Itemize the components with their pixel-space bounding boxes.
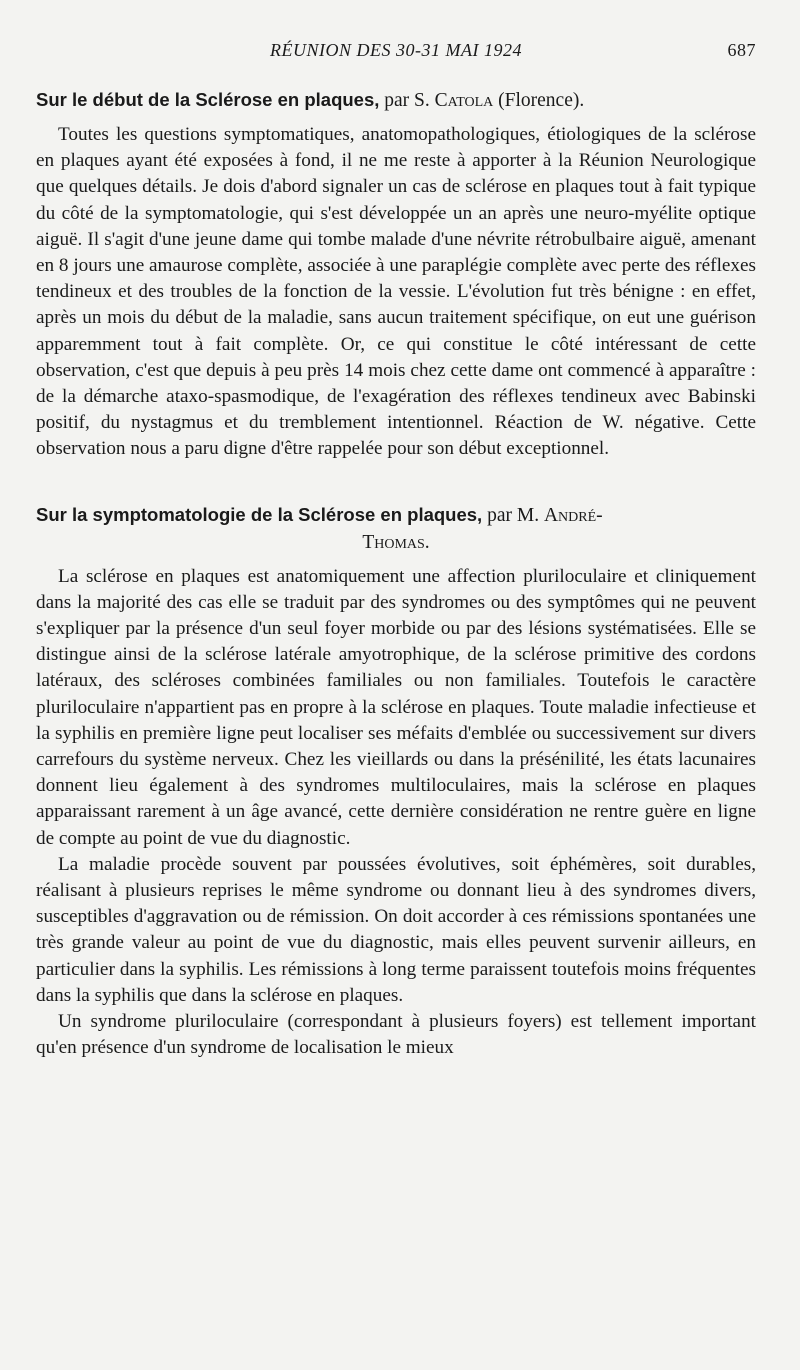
byline-prefix: par M.	[487, 504, 540, 526]
article-andre-thomas	[36, 501, 756, 1062]
paragraph: Toutes les questions symptomatiques, anatomopathologiques, étiologiques de la sclérose en plaques ayant été exposées à fond, il ne me reste à apporter à la Réunion Neurologique que quelques détails. Je dois d'abord signaler un cas de sclérose en plaques tout à fait typique du côté de la symptomatologie, qui s'est développée un an après une neuro-myélite optique aiguë. Il s'agit d'une jeune dame qui tombe malade d'une névrite rétrobulbaire aiguë, amenant en 8 jours une amaurose complète, associée à une paraplégie complète avec perte des réflexes tendineux et des troubles de la fonction de la vessie. L'évolution fut très bénigne : en effet, après un mois du début de la maladie, sans aucun traitement spécifique, on eut une guérison apparemment tout à fait complète. Or, ce qui constitue le côté intéressant de cette observation, c'est que depuis à peu près 14 mois chez cette dame ont commencé à apparaître : de la démarche ataxo-spasmodique, de l'exagération des réflexes tendineux avec Babinski positif, du nystagmus et du tremblement intentionnel. Réaction de W. négative. Cette observation nous a paru digne d'être rappelée pour son début exceptionnel.	[36, 124, 756, 460]
byline-prefix: par S.	[384, 90, 430, 111]
author-name: Catola	[434, 90, 494, 111]
running-header	[36, 40, 756, 68]
article-heading	[36, 86, 756, 114]
author-name-second: Thomas.	[362, 531, 430, 553]
running-title: RÉUNION DES 30-31 MAI 1924	[270, 40, 522, 60]
paragraph: La maladie procède souvent par poussées évolutives, soit éphémères, soit durables, réalisant à plusieurs reprises le même syndrome ou donnant lieu à des syndromes divers, susceptibles d'aggravation ou de rémission. On doit accorder à ces rémissions spontanées une très grande valeur au point de vue du diagnostic, mais elles peuvent survenir ailleurs, en particulier dans la syphilis. Les rémissions à long terme paraissent toutefois moins fréquentes dans la syphilis que dans la sclérose en plaques.	[36, 853, 756, 1006]
article-title: Sur la symptomatologie de la Sclérose en plaques,	[36, 503, 483, 525]
paragraph: La sclérose en plaques est anatomiquement une affection pluriloculaire et cliniquement dans la majorité des cas elle se traduit par des syndromes ou des symptômes qui ne peuvent s'expliquer par la présence d'un seul foyer morbide ou par des lésions systématisées. Elle se distingue ainsi de la sclérose latérale amyotrophique, de la sclérose primitive des cordons latéraux, des scléroses combinées familiales ou non familiales. Toutefois le caractère pluriloculaire n'appartient pas en propre à la sclérose en plaques. Toute maladie infectieuse et la syphilis en première ligne peut localiser ses méfaits d'emblée ou successivement sur divers carrefours du système nerveux. Chez les vieillards ou dans la présénilité, les états lacunaires donnent lieu également à des syndromes multiloculaires, mais la sclérose en plaques apparaissant rarement à un âge avancé, cette dernière considération ne rentre guère en ligne de compte au point de vue du diagnostic.	[36, 565, 756, 849]
article-title: Sur le début de la Sclérose en plaques,	[36, 89, 380, 110]
author-name-first: André-	[543, 504, 603, 526]
article-catola	[36, 86, 756, 463]
page-number: 687	[727, 40, 756, 60]
author-affiliation: (Florence).	[498, 90, 585, 111]
article-heading	[36, 501, 756, 556]
paragraph: Un syndrome pluriloculaire (correspondant à plusieurs foyers) est tellement important qu'en présence d'un syndrome de localisation le mieux	[36, 1011, 756, 1059]
